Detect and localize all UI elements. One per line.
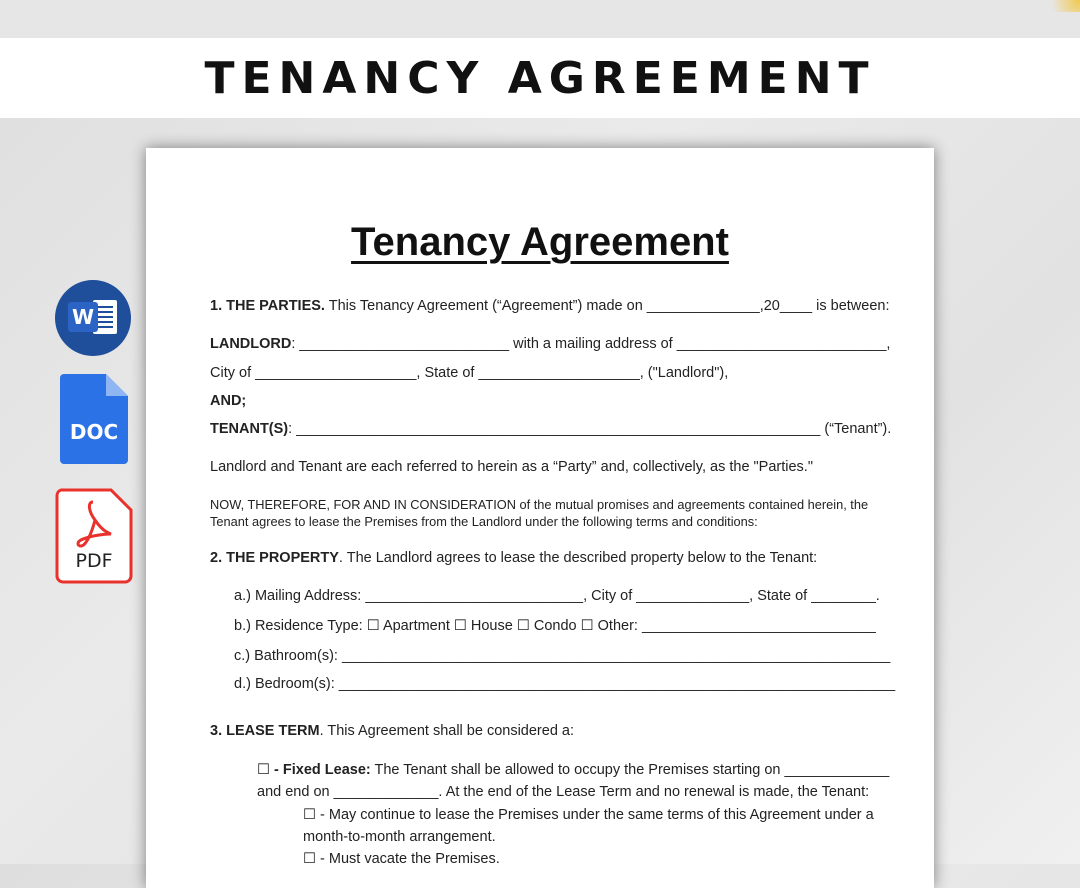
property-item-d: d.) Bedroom(s): _____________________________________________________________________	[234, 676, 896, 692]
document-title	[146, 220, 934, 265]
parties-line	[210, 298, 890, 314]
pdf-icon[interactable]	[55, 488, 133, 584]
lease-option-1-line-2: month-to-month arrangement.	[303, 829, 496, 845]
landlord-label: LANDLORD	[210, 336, 292, 352]
banner-title: TENANCY AGREEMENT	[204, 52, 876, 104]
lease-term-line	[210, 723, 574, 739]
document-page	[146, 148, 934, 888]
lease-term-heading: 3. LEASE TERM	[210, 723, 320, 739]
fixed-lease-text: The Tenant shall be allowed to occupy the Premises starting on _____________	[370, 762, 890, 778]
and-label: AND;	[210, 393, 247, 409]
lease-option-1-line-1: ☐ - May continue to lease the Premises under the same terms of this Agreement under a	[303, 807, 874, 823]
word-icon[interactable]	[55, 280, 131, 356]
corner-accent	[1040, 0, 1080, 12]
fixed-lease-line-2: and end on _____________. At the end of the Lease Term and no renewal is made, the Tenant:	[257, 784, 870, 800]
tenant-line	[210, 421, 891, 437]
landlord-line	[210, 336, 890, 352]
property-heading: 2. THE PROPERTY	[210, 550, 339, 566]
and-line	[210, 393, 246, 409]
parties-text: This Tenancy Agreement (“Agreement”) made on ______________,20____ is between:	[324, 298, 890, 314]
google-doc-icon[interactable]	[60, 374, 128, 464]
landlord-text: : __________________________ with a mailing address of __________________________,	[291, 336, 891, 352]
property-item-b: b.) Residence Type: ☐ Apartment ☐ House ☐ Condo ☐ Other: _____________________________	[234, 618, 876, 634]
word-icon-letter: W	[71, 305, 95, 329]
fixed-lease-line	[257, 762, 889, 778]
fixed-lease-checkbox: ☐	[257, 762, 275, 778]
property-line	[210, 550, 817, 566]
consideration-line-1: NOW, THEREFORE, FOR AND IN CONSIDERATION of the mutual promises and agreements contained herein, the	[210, 497, 869, 512]
property-item-a: a.) Mailing Address: ___________________________, City of ______________, State of ________.	[234, 588, 880, 604]
top-strip	[0, 0, 1080, 38]
tenant-text: : _________________________________________________________________ (“Tenant”).	[288, 421, 892, 437]
city-line: City of ____________________, State of ____________________, ("Landlord"),	[210, 365, 729, 381]
parties-referred-line: Landlord and Tenant are each referred to herein as a “Party” and, collectively, as the "Parties."	[210, 459, 813, 475]
fixed-lease-label: - Fixed Lease:	[274, 762, 371, 778]
property-item-c: c.) Bathroom(s): ____________________________________________________________________	[234, 648, 891, 664]
consideration-line-2: Tenant agrees to lease the Premises from the Landlord under the following terms and conditions:	[210, 514, 758, 529]
lease-term-text: . This Agreement shall be considered a:	[319, 723, 575, 739]
property-text: . The Landlord agrees to lease the described property below to the Tenant:	[338, 550, 818, 566]
doc-label: DOC	[69, 420, 119, 444]
pdf-label: PDF	[75, 550, 113, 572]
document-title-text: Tenancy Agreement	[351, 220, 729, 264]
parties-heading: 1. THE PARTIES.	[210, 298, 325, 314]
lease-option-2: ☐ - Must vacate the Premises.	[303, 851, 500, 867]
title-banner	[0, 38, 1080, 118]
tenant-label: TENANT(S)	[210, 421, 289, 437]
